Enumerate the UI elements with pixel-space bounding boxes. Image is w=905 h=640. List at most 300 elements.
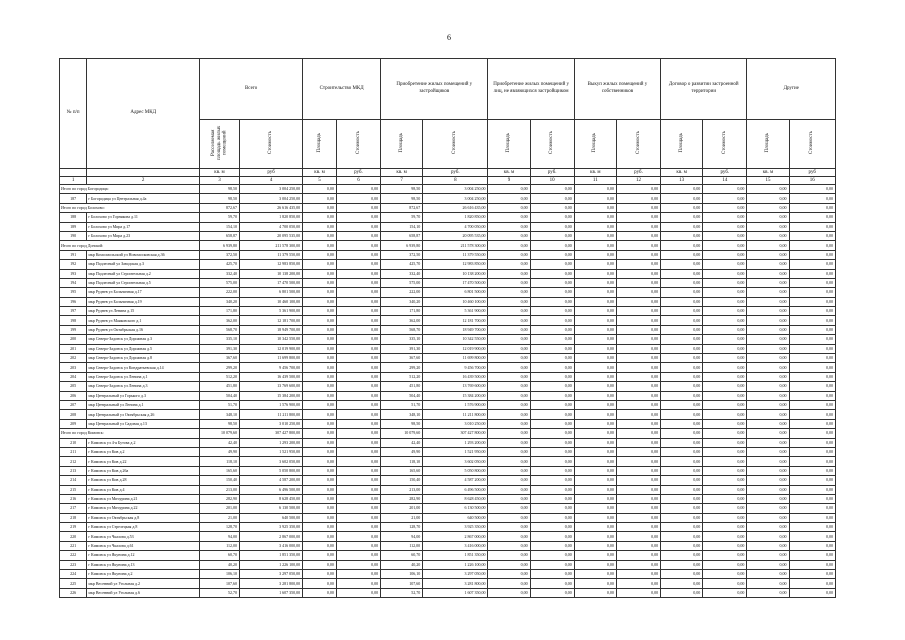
value-cell: 0,00 [703, 382, 747, 391]
value-cell: 0,00 [661, 513, 703, 522]
value-cell: 0,00 [336, 560, 380, 569]
value-cell: 11 211 800,00 [240, 410, 303, 419]
value-cell: 640 500,00 [240, 513, 303, 522]
value-cell: 0,00 [530, 250, 574, 259]
value-cell: 0,00 [616, 241, 660, 250]
column-index-cell: 1 [60, 177, 87, 185]
value-cell: 98,50 [200, 419, 240, 428]
row-number: 222 [60, 551, 87, 560]
value-cell: 10 342 550,00 [240, 335, 303, 344]
value-cell: 3 925 350,00 [423, 523, 488, 532]
value-cell: 0,00 [661, 297, 703, 306]
value-cell: 0,00 [530, 307, 574, 316]
value-cell: 0,00 [488, 391, 530, 400]
value-cell: 0,00 [336, 494, 380, 503]
value-cell: 0,00 [661, 241, 703, 250]
value-cell: 0,00 [616, 541, 660, 550]
value-cell: 0,00 [747, 579, 789, 588]
value-cell: 0,00 [303, 429, 337, 438]
value-cell: 0,00 [336, 447, 380, 456]
value-cell: 112,00 [200, 541, 240, 550]
value-cell: 13 769 600,00 [240, 382, 303, 391]
value-cell: 4 700 050,00 [423, 222, 488, 231]
value-cell: 0,00 [661, 222, 703, 231]
value-cell: 0,00 [488, 363, 530, 372]
value-cell: 0,00 [661, 504, 703, 513]
value-cell: 348,10 [381, 410, 423, 419]
header-address: Адрес МКД [87, 59, 200, 169]
row-number: 223 [60, 560, 87, 569]
value-cell: 10 138 200,00 [423, 269, 488, 278]
value-cell: 0,00 [530, 382, 574, 391]
value-cell: 3 004 250,00 [423, 194, 488, 203]
value-cell: 0,00 [303, 541, 337, 550]
value-cell: 12 181 700,00 [240, 316, 303, 325]
value-cell: 0,00 [661, 400, 703, 409]
row-address: мкр Весенний ул Угольная д.6 [87, 588, 200, 597]
column-index-cell: 6 [336, 177, 380, 185]
value-cell: 0,00 [616, 447, 660, 456]
value-cell: 0,00 [488, 457, 530, 466]
value-cell: 1 226 100,00 [423, 560, 488, 569]
value-cell: 0,00 [303, 222, 337, 231]
value-cell: 128,70 [381, 523, 423, 532]
value-cell: 3 004 250,00 [240, 194, 303, 203]
value-cell: 11 699 800,00 [423, 354, 488, 363]
value-cell: 211 578 300,00 [240, 241, 303, 250]
value-cell: 0,00 [488, 429, 530, 438]
value-cell: 0,00 [703, 579, 747, 588]
table-row [60, 570, 836, 579]
unit-cell: кв. м [381, 169, 423, 177]
value-cell: 5 361 900,00 [240, 307, 303, 316]
value-cell: 0,00 [303, 457, 337, 466]
value-cell: 0,00 [661, 269, 703, 278]
value-cell: 0,00 [530, 485, 574, 494]
value-cell: 0,00 [616, 260, 660, 269]
unit-cell: руб. [616, 169, 660, 177]
row-address: мкр Центральный ул Ленина д.1 [87, 400, 200, 409]
value-cell: 3 004 250,00 [240, 185, 303, 194]
table-row [60, 494, 836, 503]
value-cell: 21,00 [381, 513, 423, 522]
value-cell: 0,00 [703, 476, 747, 485]
value-cell: 0,00 [574, 551, 616, 560]
header-total: Всего [200, 59, 303, 120]
value-cell: 0,00 [703, 222, 747, 231]
value-cell: 0,00 [789, 579, 835, 588]
value-cell: 0,00 [661, 410, 703, 419]
value-cell: 222,00 [381, 288, 423, 297]
value-cell: 0,00 [661, 250, 703, 259]
value-cell: 150,40 [381, 476, 423, 485]
column-index-cell: 11 [574, 177, 616, 185]
value-cell: 3 010 250,00 [240, 419, 303, 428]
value-cell: 0,00 [303, 231, 337, 240]
value-cell: 0,00 [488, 532, 530, 541]
value-cell: 0,00 [530, 429, 574, 438]
value-cell: 0,00 [336, 391, 380, 400]
value-cell: 0,00 [747, 560, 789, 569]
value-cell: 0,00 [530, 288, 574, 297]
value-cell: 3 416 000,00 [240, 541, 303, 550]
header-acq-other: Приобретение жилых помещений у лиц, не являющихся застройщиком [488, 59, 574, 120]
value-cell: 0,00 [488, 185, 530, 194]
value-cell: 0,00 [303, 485, 337, 494]
value-cell: 0,00 [530, 391, 574, 400]
row-number: 221 [60, 541, 87, 550]
value-cell: 0,00 [530, 541, 574, 550]
row-number: 215 [60, 485, 87, 494]
row-address: г Кимовск ул Кив д.4 [87, 485, 200, 494]
value-cell: 26 616 435,00 [423, 203, 488, 212]
value-cell: 0,00 [789, 419, 835, 428]
value-cell: 0,00 [703, 344, 747, 353]
value-cell: 451,80 [200, 382, 240, 391]
value-cell: 0,00 [303, 344, 337, 353]
value-cell: 0,00 [616, 213, 660, 222]
value-cell: 0,00 [789, 325, 835, 334]
value-cell: 6 496 500,00 [240, 485, 303, 494]
row-number: 216 [60, 494, 87, 503]
row-address: г Кимовск ул Якунина д.12 [87, 551, 200, 560]
value-cell: 1 820 850,00 [240, 213, 303, 222]
value-cell: 0,00 [747, 466, 789, 475]
value-cell: 3 297 050,00 [423, 570, 488, 579]
value-cell: 0,00 [661, 429, 703, 438]
row-address: мкр Центральный ул Садовая д.13 [87, 419, 200, 428]
value-cell: 0,00 [574, 241, 616, 250]
value-cell: 0,00 [336, 570, 380, 579]
value-cell: 0,00 [336, 250, 380, 259]
value-cell: 0,00 [574, 560, 616, 569]
subheader-area: Площадь [303, 120, 337, 169]
value-cell: 15 384 200,00 [240, 391, 303, 400]
value-cell: 0,00 [574, 325, 616, 334]
value-cell: 0,00 [703, 560, 747, 569]
value-cell: 0,00 [789, 260, 835, 269]
table-row [60, 260, 836, 269]
value-cell: 512,20 [381, 372, 423, 381]
value-cell: 0,00 [574, 400, 616, 409]
value-cell: 0,00 [488, 222, 530, 231]
row-address: г Кимовск ул Октябрьская д.8 [87, 513, 200, 522]
value-cell: 10 079,60 [381, 429, 423, 438]
value-cell: 0,00 [530, 419, 574, 428]
value-cell: 332,40 [200, 269, 240, 278]
value-cell: 1 576 900,00 [423, 400, 488, 409]
value-cell: 0,00 [303, 372, 337, 381]
value-cell: 0,00 [488, 419, 530, 428]
value-cell: 94,00 [200, 532, 240, 541]
value-cell: 340,20 [200, 297, 240, 306]
row-number: 208 [60, 410, 87, 419]
value-cell: 0,00 [488, 494, 530, 503]
value-cell: 451,80 [381, 382, 423, 391]
value-cell: 0,00 [574, 438, 616, 447]
value-cell: 0,00 [303, 260, 337, 269]
value-cell: 3 010 250,00 [423, 419, 488, 428]
value-cell: 512,20 [200, 372, 240, 381]
row-number: 198 [60, 316, 87, 325]
value-cell: 0,00 [336, 335, 380, 344]
value-cell: 0,00 [703, 391, 747, 400]
value-cell: 0,00 [616, 250, 660, 259]
value-cell: 0,00 [661, 570, 703, 579]
value-cell: 6 939,80 [381, 241, 423, 250]
value-cell: 0,00 [303, 532, 337, 541]
value-cell: 1 851 350,00 [240, 551, 303, 560]
value-cell: 0,00 [747, 476, 789, 485]
value-cell: 0,00 [616, 325, 660, 334]
row-number: 190 [60, 231, 87, 240]
value-cell: 0,00 [336, 278, 380, 287]
value-cell: 0,00 [303, 494, 337, 503]
value-cell: 0,00 [661, 203, 703, 212]
unit-cell [87, 169, 200, 177]
value-cell: 0,00 [661, 316, 703, 325]
row-address: г Болохово ул Горнякова д.11 [87, 213, 200, 222]
group-label: Итого по город Кимовск: [60, 429, 200, 438]
row-address: г Кимовск ул Мичурина д.21 [87, 494, 200, 503]
subheader-area: Площадь [574, 120, 616, 169]
value-cell: 0,00 [574, 213, 616, 222]
value-cell: 0,00 [303, 288, 337, 297]
value-cell: 0,00 [703, 185, 747, 194]
value-cell: 0,00 [747, 551, 789, 560]
table-row [60, 382, 836, 391]
value-cell: 0,00 [574, 231, 616, 240]
value-cell: 0,00 [336, 523, 380, 532]
value-cell: 0,00 [574, 419, 616, 428]
value-cell: 0,00 [616, 513, 660, 522]
row-number: 193 [60, 269, 87, 278]
value-cell: 6 801 500,00 [423, 288, 488, 297]
row-number: 226 [60, 588, 87, 597]
value-cell: 0,00 [747, 344, 789, 353]
value-cell: 0,00 [616, 560, 660, 569]
value-cell: 0,00 [789, 494, 835, 503]
value-cell: 0,00 [530, 372, 574, 381]
value-cell: 0,00 [574, 269, 616, 278]
value-cell: 0,00 [488, 203, 530, 212]
value-cell: 118,10 [200, 457, 240, 466]
value-cell: 0,00 [530, 579, 574, 588]
value-cell: 2 867 000,00 [423, 532, 488, 541]
value-cell: 21,00 [200, 513, 240, 522]
value-cell: 6 801 500,00 [240, 288, 303, 297]
table-row [60, 551, 836, 560]
row-address: мкр Руднев ул Ленина д.15 [87, 307, 200, 316]
value-cell: 0,00 [336, 194, 380, 203]
value-cell: 0,00 [303, 513, 337, 522]
value-cell: 362,00 [200, 316, 240, 325]
value-cell: 9 456 700,00 [240, 363, 303, 372]
value-cell: 0,00 [488, 316, 530, 325]
value-cell: 0,00 [747, 185, 789, 194]
table-row [60, 316, 836, 325]
value-cell: 0,00 [530, 335, 574, 344]
table-row [60, 335, 836, 344]
value-cell: 0,00 [789, 391, 835, 400]
value-cell: 106,10 [381, 570, 423, 579]
row-number: 199 [60, 325, 87, 334]
row-number: 187 [60, 194, 87, 203]
value-cell: 0,00 [303, 354, 337, 363]
value-cell: 3 602 050,00 [423, 457, 488, 466]
value-cell: 0,00 [747, 504, 789, 513]
value-cell: 0,00 [789, 250, 835, 259]
value-cell: 11 379 550,00 [423, 250, 488, 259]
value-cell: 0,00 [336, 579, 380, 588]
value-cell: 59,70 [381, 213, 423, 222]
value-cell: 0,00 [747, 429, 789, 438]
value-cell: 0,00 [303, 213, 337, 222]
table-body [60, 185, 836, 598]
header-buyout: Выкуп жилых помещений у собственников [574, 59, 660, 120]
row-address: мкр Подлесный ул Строительная д.5 [87, 278, 200, 287]
value-cell: 11 379 550,00 [240, 250, 303, 259]
column-index-cell: 13 [661, 177, 703, 185]
column-index-cell: 14 [703, 177, 747, 185]
value-cell: 213,00 [381, 485, 423, 494]
value-cell: 0,00 [336, 551, 380, 560]
value-cell: 335,10 [200, 335, 240, 344]
value-cell: 0,00 [747, 231, 789, 240]
row-address: мкр Руднев ул Больничная д.19 [87, 297, 200, 306]
group-total-row [60, 185, 836, 194]
value-cell: 0,00 [530, 438, 574, 447]
value-cell: 0,00 [703, 400, 747, 409]
value-cell: 0,00 [616, 372, 660, 381]
unit-cell: руб. [703, 169, 747, 177]
value-cell: 0,00 [789, 231, 835, 240]
value-cell: 0,00 [336, 203, 380, 212]
value-cell: 0,00 [574, 288, 616, 297]
value-cell: 1 293 200,00 [240, 438, 303, 447]
value-cell: 0,00 [574, 363, 616, 372]
value-cell: 0,00 [747, 485, 789, 494]
table-row [60, 297, 836, 306]
value-cell: 0,00 [703, 485, 747, 494]
value-cell: 0,00 [574, 410, 616, 419]
value-cell: 0,00 [789, 344, 835, 353]
table-row [60, 231, 836, 240]
value-cell: 98,50 [200, 194, 240, 203]
row-address: мкр Подлесный ул Строительная д.2 [87, 269, 200, 278]
table-row [60, 523, 836, 532]
value-cell: 0,00 [616, 391, 660, 400]
column-index-cell: 8 [423, 177, 488, 185]
value-cell: 0,00 [530, 316, 574, 325]
table-row [60, 588, 836, 597]
value-cell: 0,00 [703, 551, 747, 560]
value-cell: 0,00 [703, 438, 747, 447]
value-cell: 0,00 [574, 579, 616, 588]
table-row [60, 391, 836, 400]
value-cell: 0,00 [530, 400, 574, 409]
value-cell: 5 361 900,00 [423, 307, 488, 316]
value-cell: 0,00 [703, 203, 747, 212]
value-cell: 0,00 [747, 269, 789, 278]
value-cell: 0,00 [789, 382, 835, 391]
value-cell: 0,00 [574, 447, 616, 456]
row-address: мкр Руднев ул Октябрьская д.16 [87, 325, 200, 334]
group-label: Итого по город Богородица: [60, 185, 200, 194]
value-cell: 128,70 [200, 523, 240, 532]
value-cell: 0,00 [661, 185, 703, 194]
value-cell: 0,00 [789, 335, 835, 344]
value-cell: 0,00 [488, 504, 530, 513]
value-cell: 0,00 [789, 278, 835, 287]
subheader-cost: Стоимость [616, 120, 660, 169]
value-cell: 0,00 [488, 438, 530, 447]
value-cell: 0,00 [703, 523, 747, 532]
value-cell: 0,00 [530, 560, 574, 569]
table-row [60, 410, 836, 419]
value-cell: 0,00 [574, 541, 616, 550]
unit-cell: руб [789, 169, 835, 177]
value-cell: 0,00 [789, 307, 835, 316]
value-cell: 1 226 100,00 [240, 560, 303, 569]
value-cell: 0,00 [336, 429, 380, 438]
value-cell: 0,00 [747, 297, 789, 306]
value-cell: 0,00 [574, 297, 616, 306]
value-cell: 0,00 [789, 222, 835, 231]
value-cell: 0,00 [703, 241, 747, 250]
value-cell: 0,00 [789, 588, 835, 597]
row-address: г Болохово ул Мира д.23 [87, 231, 200, 240]
row-address: г Кимовск ул Якунина д.2 [87, 570, 200, 579]
value-cell: 0,00 [616, 382, 660, 391]
value-cell: 0,00 [703, 297, 747, 306]
row-number: 192 [60, 260, 87, 269]
value-cell: 0,00 [303, 203, 337, 212]
value-cell: 0,00 [616, 354, 660, 363]
row-number: 195 [60, 288, 87, 297]
value-cell: 0,00 [488, 241, 530, 250]
value-cell: 0,00 [336, 466, 380, 475]
value-cell: 0,00 [789, 447, 835, 456]
value-cell: 52,70 [381, 588, 423, 597]
table-row [60, 344, 836, 353]
value-cell: 0,00 [703, 419, 747, 428]
value-cell: 0,00 [789, 288, 835, 297]
value-cell: 0,00 [303, 579, 337, 588]
value-cell: 1 293 200,00 [423, 438, 488, 447]
value-cell: 18 949 700,00 [423, 325, 488, 334]
value-cell: 0,00 [530, 513, 574, 522]
unit-cell [60, 169, 87, 177]
value-cell: 0,00 [747, 457, 789, 466]
value-cell: 0,00 [703, 532, 747, 541]
table-row [60, 269, 836, 278]
value-cell: 0,00 [616, 400, 660, 409]
value-cell: 0,00 [616, 363, 660, 372]
value-cell: 0,00 [747, 307, 789, 316]
value-cell: 0,00 [303, 438, 337, 447]
row-number: 225 [60, 579, 87, 588]
value-cell: 0,00 [703, 213, 747, 222]
unit-cell: руб. [423, 169, 488, 177]
value-cell: 171,80 [381, 307, 423, 316]
value-cell: 0,00 [703, 269, 747, 278]
value-cell: 1 820 850,00 [423, 213, 488, 222]
value-cell: 0,00 [336, 344, 380, 353]
row-number: 211 [60, 447, 87, 456]
value-cell: 0,00 [488, 570, 530, 579]
value-cell: 0,00 [303, 466, 337, 475]
